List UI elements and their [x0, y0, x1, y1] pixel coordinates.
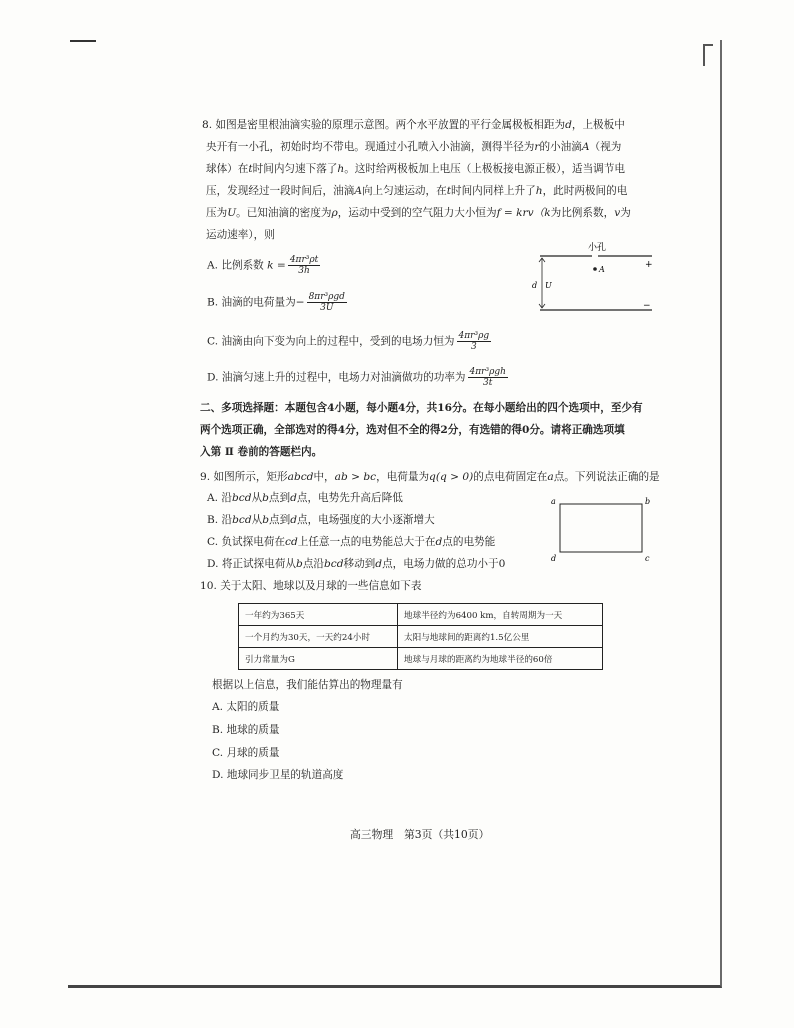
millikan-diagram	[528, 238, 660, 316]
q8-line-1: 8. 如图是密里根油滴实验的原理示意图。两个水平放置的平行金属极板相距为d，上极板中	[202, 119, 625, 131]
table-cell: 一个月约为30天，一天约24小时	[239, 626, 398, 648]
q8-line-3: 球体）在t时间内匀速下落了h。这时给两极板加上电压（上极板接电源正极），适当调节电	[206, 163, 625, 175]
q9-stem: 9. 如图所示，矩形abcd中，ab > bc，电荷量为q(q > 0)的点电荷固定在a点。下列说法正确的是	[200, 471, 660, 483]
q8-option-b: B. 油滴的电荷量为− $\frac{\text{8πr³ρgd}}{3U}$	[207, 292, 345, 313]
q9-option-c: C. 负试探电荷在cd上任意一点的电势能总大于在d点的电势能	[207, 536, 496, 548]
gap-d-label: d	[532, 281, 538, 290]
q10-option-a: A. 太阳的质量	[212, 701, 280, 713]
q8-option-d: D. 油滴匀速上升的过程中，电场力对油滴做功的功率为 $\frac{\text{4πr³ρgh}}{3t}$	[207, 367, 506, 388]
point-a-label: A	[599, 265, 605, 274]
q8-option-a: A. 比例系数 k = $\frac{\text{4πr³ρt}}{3h}$	[207, 255, 319, 276]
vertex-b-label: b	[645, 497, 651, 506]
info-table	[238, 603, 603, 670]
rectangle-abcd	[560, 504, 642, 552]
q9-option-d: D. 将正试探电荷从b点沿bcd移动到d点，电场力做的总功小于0	[207, 558, 506, 570]
table-cell: 一年约为365天	[239, 604, 398, 626]
q10-prompt: 根据以上信息，我们能估算出的物理量有	[212, 679, 403, 691]
q10-option-b: B. 地球的质量	[212, 724, 280, 736]
vertex-d-label: d	[551, 554, 557, 563]
minus-sign: −	[643, 301, 651, 311]
rectangle-diagram	[546, 494, 656, 564]
table-cell: 太阳与地球间的距离约1.5亿公里	[398, 626, 603, 648]
table-row	[239, 604, 603, 626]
section2-line-3: 入第 Ⅱ 卷前的答题栏内。	[200, 446, 323, 458]
q9-option-b: B. 沿bcd从b点到d点，电场强度的大小逐渐增大	[207, 514, 435, 526]
q8-line-2: 央开有一小孔，初始时均不带电。现通过小孔喷入小油滴，测得半径为r的小油滴A（视为	[206, 141, 622, 153]
q10-option-c: C. 月球的质量	[212, 747, 280, 759]
hole-label: 小孔	[588, 243, 607, 253]
table-cell: 地球半径约为6400 km，自转周期为一天	[398, 604, 603, 626]
plus-sign: +	[645, 260, 653, 270]
q10-stem: 10. 关于太阳、地球以及月球的一些信息如下表	[200, 580, 422, 592]
q10-option-d: D. 地球同步卫星的轨道高度	[212, 769, 344, 781]
table-cell: 地球与月球的距离约为地球半径的60倍	[398, 648, 603, 670]
q8-line-6: 运动速率），则	[206, 229, 275, 241]
voltage-u-label: U	[545, 281, 552, 290]
vertex-a-label: a	[551, 497, 556, 506]
table-cell: 引力常量为G	[239, 648, 398, 670]
corner-mark	[703, 44, 713, 66]
q9-option-a: A. 沿bcd从b点到d点，电势先升高后降低	[207, 492, 403, 504]
q8-line-4: 压，发现经过一段时间后，油滴A向上匀速运动，在t时间内同样上升了h，此时两极间的电	[206, 185, 628, 197]
vertex-c-label: c	[645, 554, 650, 563]
section2-line-1: 二、多项选择题：本题包含4小题，每小题4分，共16分。在每小题给出的四个选项中，至少有	[200, 402, 643, 414]
q8-line-5: 压为U。已知油滴的密度为ρ，运动中受到的空气阻力大小恒为f = krv（k为比例系数，v为	[206, 207, 631, 219]
section2-line-2: 两个选项正确，全部选对的得4分，选对但不全的得2分，有选错的得0分。请将正确选项填	[200, 424, 625, 436]
table-row	[239, 648, 603, 670]
page-footer: 高三物理 第3页（共10页）	[350, 828, 490, 841]
q8-option-c: C. 油滴由向下变为向上的过程中，受到的电场力恒为 $\frac{\text{4πr³ρg}}{3}$	[207, 331, 490, 352]
corner-dash	[70, 40, 96, 42]
oil-drop	[593, 267, 597, 271]
table-row	[239, 626, 603, 648]
